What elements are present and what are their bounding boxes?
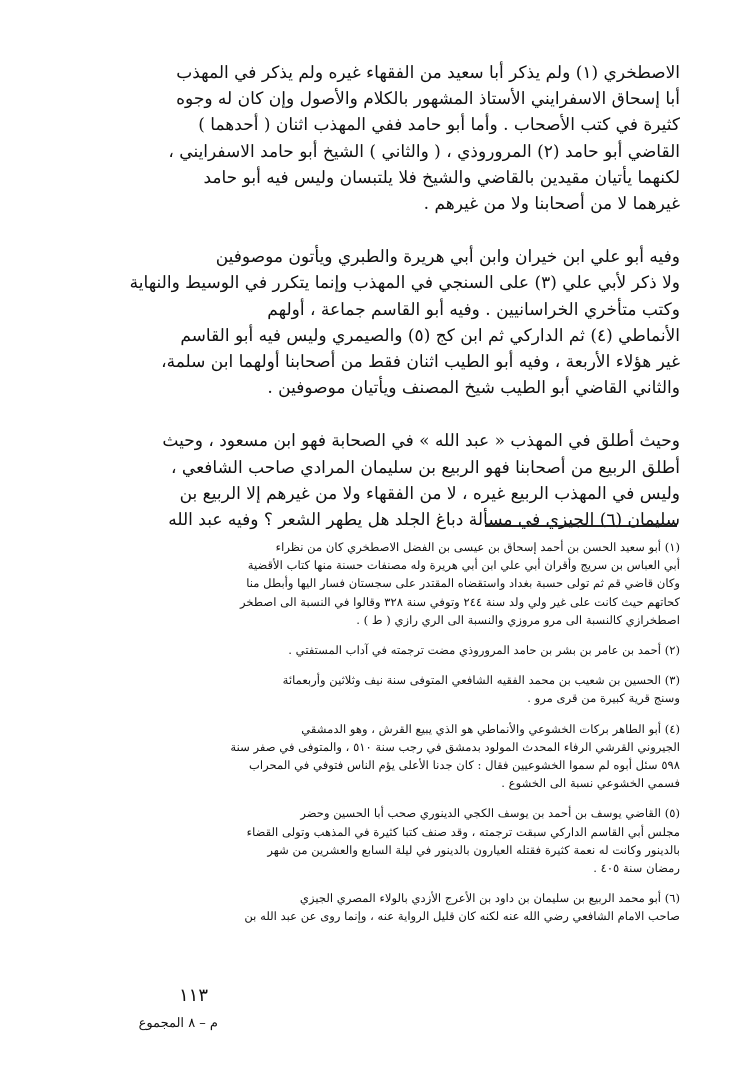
text-line: القاضي أبو حامد (٢) المروروذي ، ( والثاني ) الشيخ أبو حامد الاسفرايني ، xyxy=(168,141,680,162)
signature-mark: م – ٨ المجموع xyxy=(138,1016,218,1031)
text-line: غيرهما لا من أصحابنا ولا من غيرهم . xyxy=(423,194,680,215)
footnote-line: (٦) أبو محمد الربيع بن سليمان بن داود بن الأعرج الأزدي بالولاء المصري الجيزي xyxy=(299,891,680,906)
footnote-line: (٤) أبو الطاهر بركات الخشوعي والأنماطي هو الذي يبيع القرش ، وهو الدمشقي xyxy=(301,721,680,736)
text-line: كثيرة في كتب الأصحاب . وأما أبو حامد ففي المهذب اثنان ( أحدهما ) xyxy=(198,115,680,136)
footnote-line: (١) أبو سعيد الحسن بن أحمد إسحاق بن عيسى بن الفضل الاصطخري كان من نظراء xyxy=(275,540,680,554)
footnote-1 xyxy=(112,538,680,629)
text-line: والثاني القاضي أبو الطيب شيخ المصنف ويأتيان موصوفين . xyxy=(267,378,680,399)
footnote-5 xyxy=(112,804,680,877)
main-text xyxy=(108,60,680,560)
footnote-line: فسمي الخشوعي نسبة الى الخشوع . xyxy=(501,776,680,791)
text-line: وكتب متأخري الخراسانيين . وفيه أبو القاسم جماعة ، أولهم xyxy=(267,299,680,320)
text-line: لكنهما يأتيان مقيدين بالقاضي والشيخ فلا يلتبسان وليس فيه أبو حامد xyxy=(203,167,680,188)
text-line: وليس في المهذب الربيع غيره ، لا من الفقهاء ولا من غيرهم إلا الربيع بن xyxy=(179,483,680,504)
footnote-4 xyxy=(112,720,680,793)
text-line: سليمان (٦) الجيزي في مسألة دباغ الجلد هل يطهر الشعر ؟ وفيه عبد الله xyxy=(168,510,680,531)
paragraph-3 xyxy=(108,428,680,533)
footnote-line: الجيروني القرشي الرفاء المحدث المولود بدمشق في رجب سنة ٥١٠ ، والمتوفى في صفر سنة xyxy=(230,739,680,754)
footnote-line: اصطخرازي كالنسبة الى مرو مروزي والنسبة الى الري رازي ( ط ) . xyxy=(356,612,680,627)
text-line: الاصطخري (١) ولم يذكر أبا سعيد من الفقهاء غيره ولم يذكر في المهذب xyxy=(176,63,680,83)
paragraph-2 xyxy=(108,244,680,401)
footnote-line: (٥) القاضي يوسف بن أحمد بن يوسف الكجي الدينوري صحب أبا الحسين وحضر xyxy=(300,806,680,821)
paragraph-1 xyxy=(108,60,680,217)
footnote-3 xyxy=(112,671,680,707)
footnote-line: كحاتهم حيث كانت على غير ولي ولد سنة ٢٤٤ وتوفي سنة ٣٢٨ وقالوا في النسبة الى اصطخر xyxy=(240,594,680,609)
footnote-line: مجلس أبي القاسم الداركي سبقت ترجمته ، وقد صنف كتبا كثيرة في المذهب وتولى القضاء xyxy=(246,824,680,839)
text-line: وفيه أبو علي ابن خيران وابن أبي هريرة والطبري ويأتون موصوفين xyxy=(215,247,680,268)
text-line: الأنماطي (٤) ثم الداركي ثم ابن كج (٥) والصيمري وليس فيه أبو القاسم xyxy=(180,325,680,346)
page-number: ١١٣ xyxy=(178,985,208,1006)
text-line: ولا ذكر لأبي علي (٣) على السنجي في المهذب وإنما يتكرر في الوسيط والنهاية xyxy=(129,273,680,294)
footnote-line: (٢) أحمد بن عامر بن بشر بن حامد المروروذي مضت ترجمته في آداب المستفتي . xyxy=(288,643,680,658)
footnotes xyxy=(112,538,680,938)
footnote-line: وسنج قرية كبيرة من قرى مرو . xyxy=(527,691,680,706)
footnote-2 xyxy=(112,641,680,659)
text-line: غير هؤلاء الأربعة ، وفيه أبو الطيب اثنان فقط من أصحابنا أولهما ابن سلمة، xyxy=(161,352,680,373)
text-line: وحيث أطلق في المهذب « عبد الله » في الصحابة فهو ابن مسعود ، وحيث xyxy=(162,431,680,452)
footnote-line: رمضان سنة ٤٠٥ . xyxy=(593,861,680,876)
footnote-line: وكان قاضي قم ثم تولى حسبة بغداد واستقضاه المقتدر على سجستان فسار اليها وأبطل منا xyxy=(246,576,680,591)
footnote-line: ٥٩٨ سئل أبوه لم سموا الخشوعيين فقال : كان جدنا الأعلى يؤم الناس فتوفي في المحراب xyxy=(248,758,680,773)
footnote-6 xyxy=(112,889,680,925)
text-line: أطلق الربيع من أصحابنا فهو الربيع بن سليمان المرادي صاحب الشافعي ، xyxy=(171,457,680,478)
footnote-line: (٣) الحسين بن شعيب بن محمد الفقيه الشافعي المتوفى سنة نيف وثلاثين وأربعمائة xyxy=(282,673,680,688)
footnote-line: أبي العباس بن سريج وأقران أبي علي ابن أبي هريرة وله مصنفات حسنة منها كتاب الأقضية xyxy=(247,558,680,573)
text-line: أبا إسحاق الاسفرايني الأستاذ المشهور بالكلام والأصول وإن كان له وجوه xyxy=(176,89,680,110)
footnote-line: بالدينور وكانت له نعمة كثيرة فقتله العيارون بالدينور في ليلة السابع والعشرين من شهر xyxy=(267,842,680,857)
footnote-line: صاحب الامام الشافعي رضي الله عنه لكنه كان قليل الرواية عنه ، وإنما روى عن عبد الله بن xyxy=(244,909,680,924)
footnote-divider xyxy=(485,525,677,527)
